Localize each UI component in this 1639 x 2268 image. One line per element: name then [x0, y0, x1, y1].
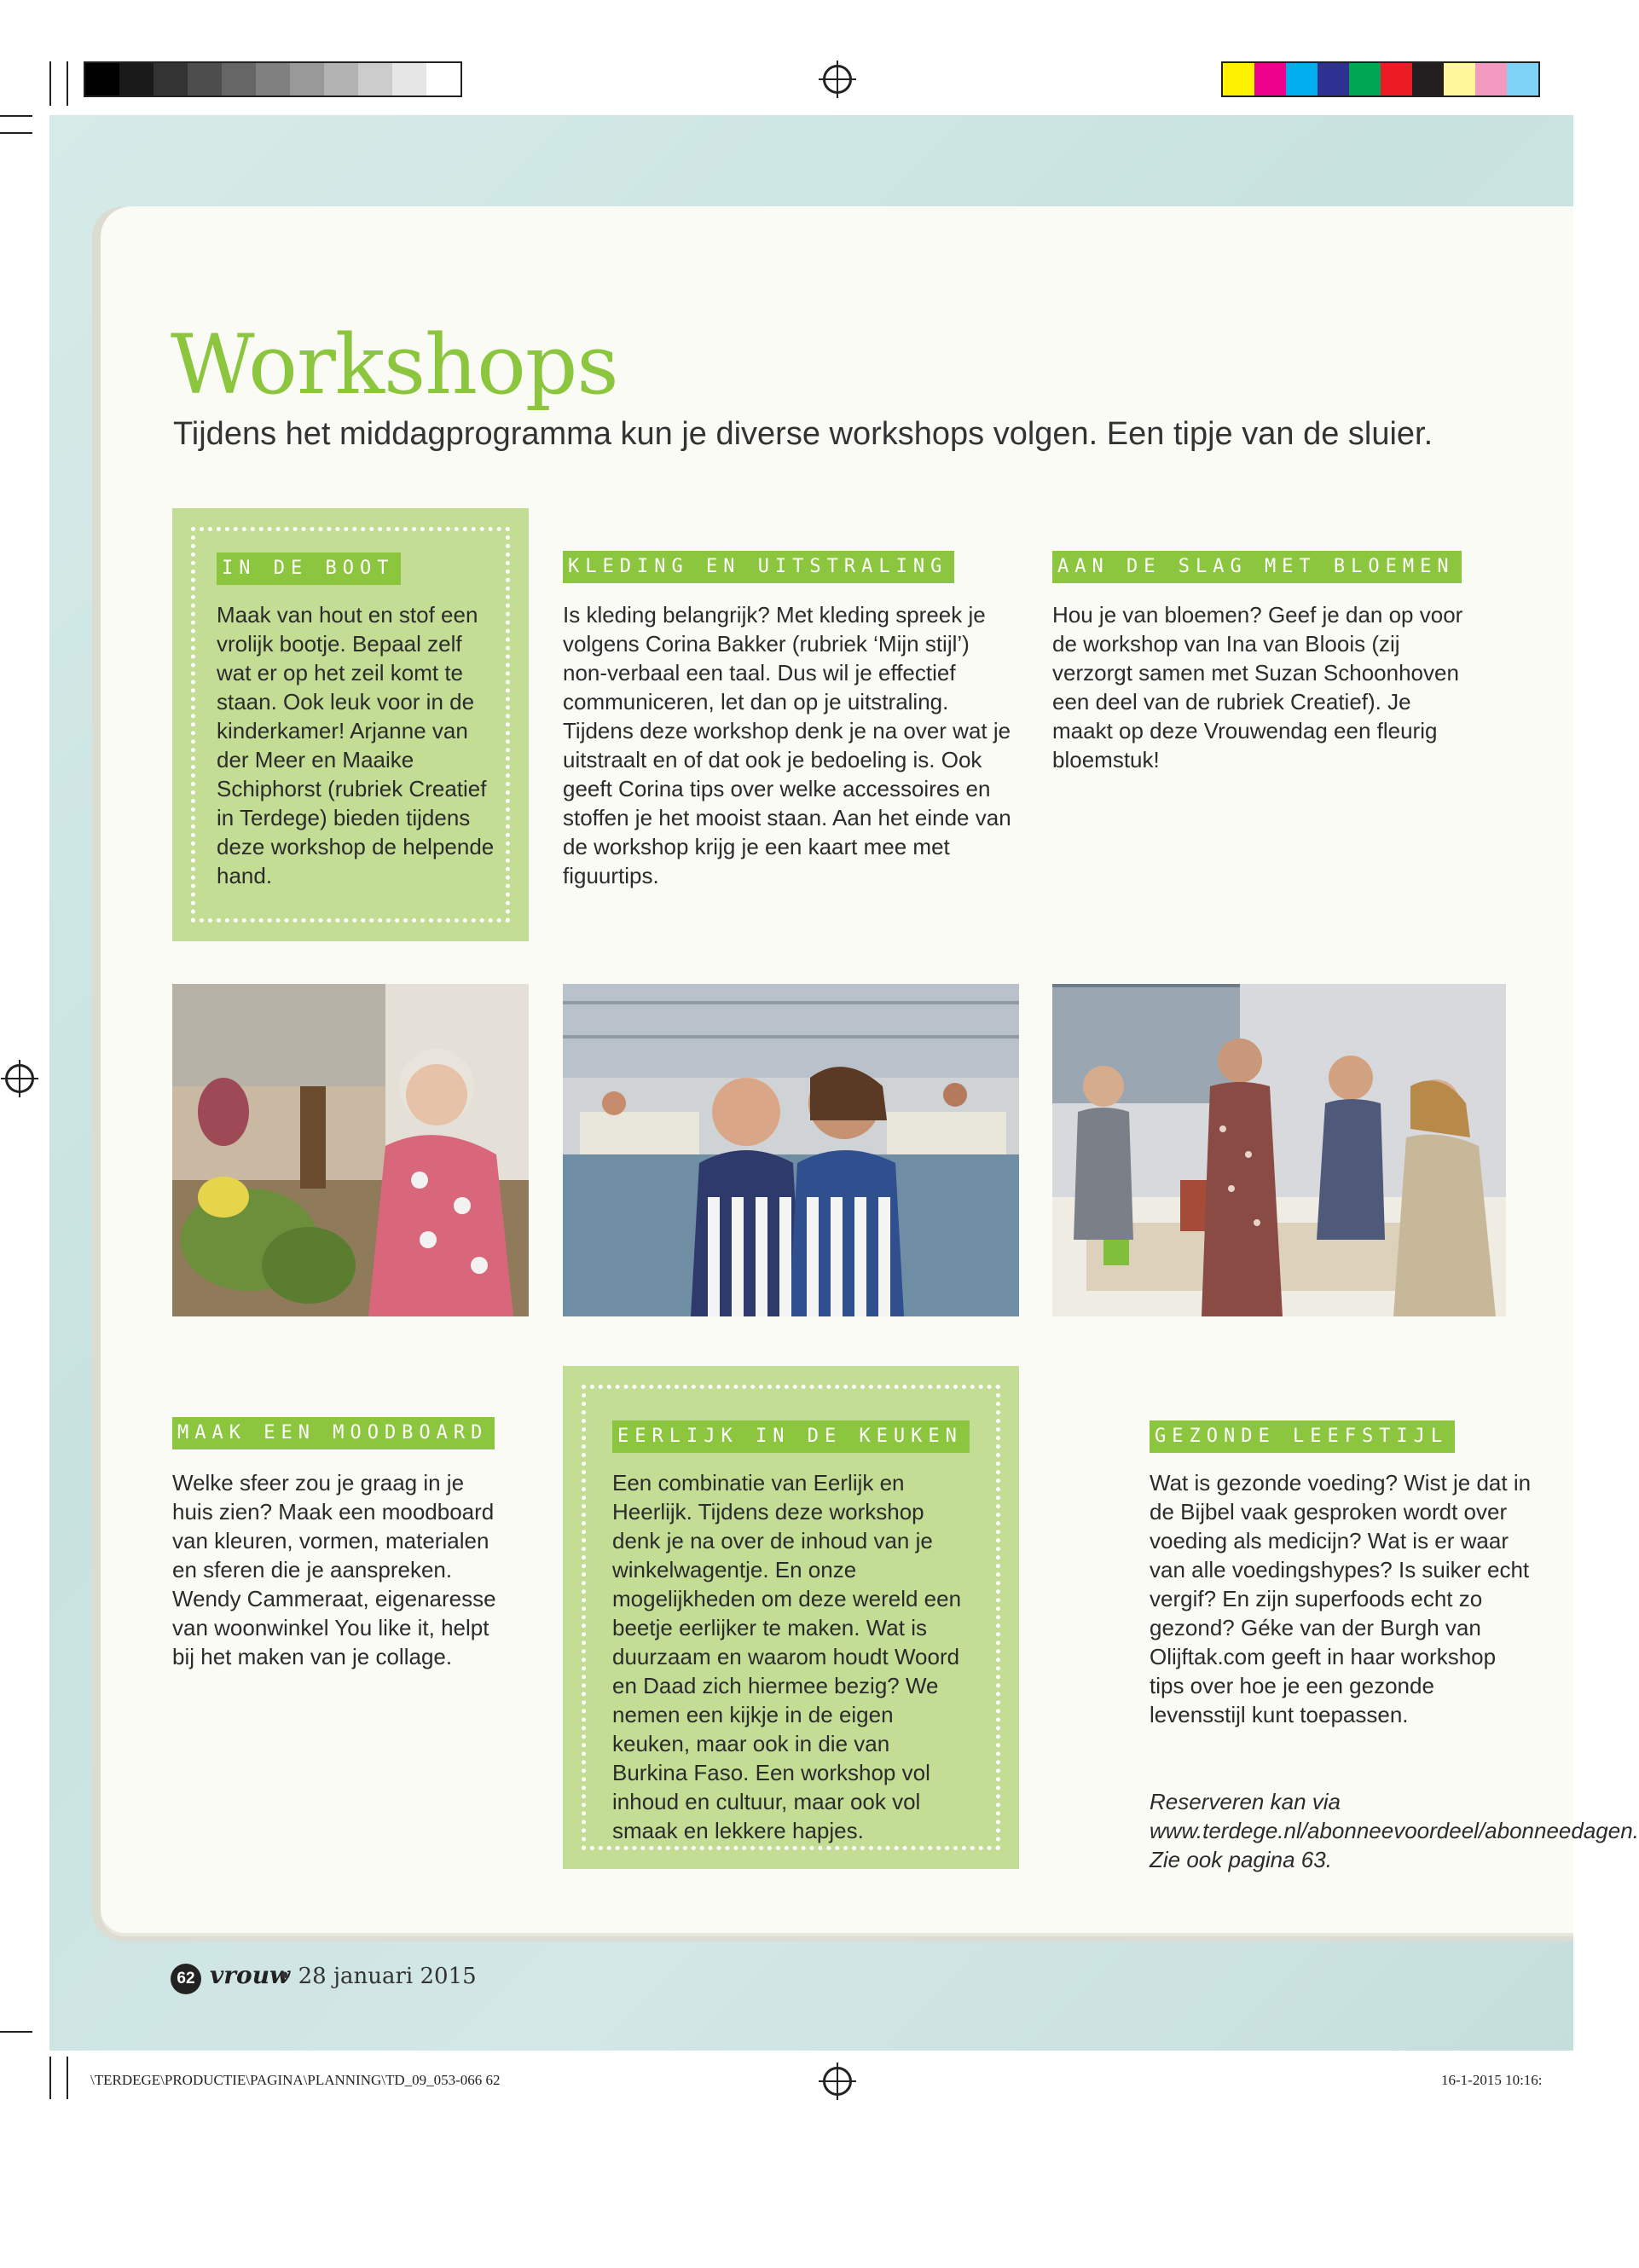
color-swatch	[1475, 63, 1507, 95]
workshop-tag: IN DE BOOT	[217, 553, 401, 585]
color-swatch	[1254, 63, 1286, 95]
photo-flower-workshop	[172, 984, 529, 1316]
workshop-tag: KLEDING EN UITSTRALING	[563, 551, 954, 583]
photo-two-women-aprons-image	[563, 984, 1019, 1316]
color-swatch	[1286, 63, 1318, 95]
crop-mark	[0, 2031, 32, 2033]
magazine-brand-logo: vrouw	[210, 1961, 291, 1989]
workshop-tag: GEZONDE LEEFSTIJL	[1150, 1420, 1455, 1453]
workshop-text: Is kleding belangrijk? Met kleding spreek je volgens Corina Bakker (rubriek ‘Mijn stijl’) non-verbaal een taal. Dus wil je effectief communiceren, let dan op je uitstraling. Tijdens deze workshop denk je na over wat je uitstraalt en of dat ook je bedoeling is. Ook geeft Corina tips over welke accessoires en stoffen je het mooist staan. Aan het einde van de workshop krijg je een kaart mee met figuurtips.	[563, 602, 1011, 888]
gray-swatch	[290, 63, 324, 95]
gray-swatch	[153, 63, 188, 95]
gray-swatch	[426, 63, 460, 95]
workshop-text: Maak van hout en stof een vrolijk bootje. Bepaal zelf wat er op het zeil komt te staan. Ook leuk voor in de kinderkamer! Arjanne van der Meer en Maaike Schiphorst (rubriek Creatief in Terdege) bieden tijdens deze workshop de helpende hand.	[217, 602, 495, 888]
grayscale-bar	[84, 61, 462, 97]
workshop-text: Welke sfeer zou je graag in je huis zien? Maak een moodboard van kleuren, vormen, materialen en sferen die je aanspreken. Wendy Cammeraat, eigenaresse van woonwinkel You like it, helpt bij het maken van je collage.	[172, 1470, 496, 1669]
workshop-text: Wat is gezonde voeding? Wist je dat in de Bijbel vaak gesproken wordt over voeding als medicijn? Wat is er waar van alle voedingshypes? Is suiker echt vergif? En zijn superfoods echt zo gezond? Géke van der Burgh van Olijftak.com geeft in haar workshop tips over hoe je een gezonde levensstijl kunt toepassen.	[1150, 1470, 1532, 1727]
issue-date: • 28 januari 2015	[278, 1964, 477, 1989]
print-slug-timestamp: 16-1-2015 10:16:	[1441, 2072, 1543, 2088]
workshop-text: Een combinatie van Eerlijk en Heerlijk. Tijdens deze workshop denk je na over de inhoud van je winkelwagentje. En onze mogelijkheden om deze wereld een beetje eerlijker te maken. Wat is duurzaam en waarom houdt Woord en Daad zich hiermee bezig? We nemen een kijkje in de eigen keuken, maar ook in die van Burkina Faso. Een workshop vol inhoud en cultuur, maar ook vol smaak en lekkere hapjes.	[612, 1470, 962, 1843]
photo-women-crafting-image	[1052, 984, 1506, 1316]
crop-mark	[49, 2057, 51, 2099]
gray-swatch	[358, 63, 392, 95]
gray-swatch	[324, 63, 358, 95]
page-subtitle: Tijdens het middagprogramma kun je diverse workshops volgen. Een tipje van de sluier.	[173, 416, 1433, 452]
color-swatch	[1223, 63, 1254, 95]
registration-mark-icon	[5, 1064, 34, 1093]
color-bar	[1221, 61, 1540, 97]
gray-swatch	[188, 63, 222, 95]
crop-mark	[67, 2057, 68, 2099]
workshop-tag: MAAK EEN MOODBOARD	[172, 1417, 495, 1449]
color-swatch	[1381, 63, 1412, 95]
photo-flower-workshop-image	[172, 984, 529, 1316]
gray-swatch	[222, 63, 256, 95]
print-slug-path: \TERDEGE\PRODUCTIE\PAGINA\PLANNING\TD_09_053-066 62	[90, 2072, 501, 2088]
color-swatch	[1318, 63, 1349, 95]
gray-swatch	[256, 63, 290, 95]
registration-mark-icon	[823, 65, 852, 94]
workshop-text: Hou je van bloemen? Geef je dan op voor de workshop van Ina van Bloois (zij verzorgt samen met Suzan Schoonhoven een deel van de rubriek Creatief). Je maakt op deze Vrouwendag een fleurig bloemstuk!	[1052, 602, 1463, 772]
page-number-badge: 62	[171, 1964, 201, 1994]
color-swatch	[1444, 63, 1475, 95]
photo-women-crafting	[1052, 984, 1506, 1316]
color-swatch	[1412, 63, 1444, 95]
crop-mark	[0, 132, 32, 134]
reservation-note: Reserveren kan via www.terdege.nl/abonneevoordeel/abonneedagen. Zie ook pagina 63.	[1150, 1789, 1639, 1872]
crop-mark	[0, 115, 32, 117]
gray-swatch	[392, 63, 426, 95]
gray-swatch	[119, 63, 153, 95]
crop-mark	[49, 61, 51, 106]
photo-two-women-aprons	[563, 984, 1019, 1316]
crop-mark	[67, 61, 68, 106]
workshop-tag: EERLIJK IN DE KEUKEN	[612, 1420, 970, 1453]
color-swatch	[1507, 63, 1538, 95]
gray-swatch	[85, 63, 119, 95]
page-title: Workshops	[171, 317, 618, 413]
workshop-tag: AAN DE SLAG MET BLOEMEN	[1052, 551, 1462, 583]
color-swatch	[1349, 63, 1381, 95]
registration-mark-icon	[823, 2067, 852, 2096]
